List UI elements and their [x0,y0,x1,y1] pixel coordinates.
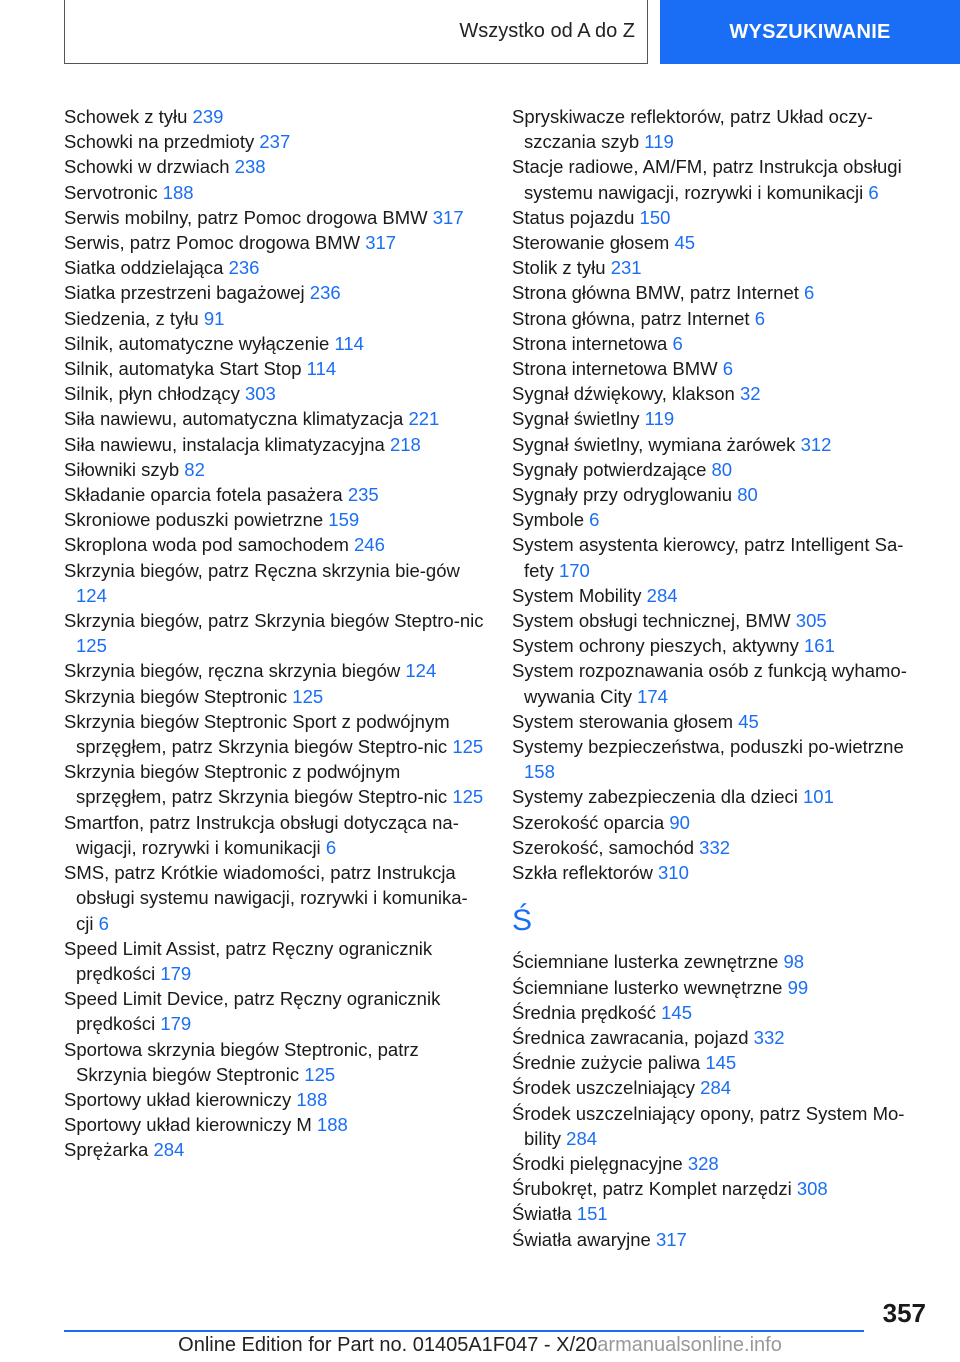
entry-text: Szkła reflektorów [512,862,653,884]
page-link[interactable]: 101 [803,786,834,808]
entry-text: Ściemniane lusterko wewnętrzne [512,976,783,998]
entry-text: Szerokość, samochód [512,836,695,858]
index-entry [512,356,932,381]
index-entry [512,280,932,305]
page-link[interactable]: 188 [296,1088,328,1110]
page-link[interactable]: 150 [639,206,671,228]
index-entry [512,633,932,658]
page-link[interactable]: 6 [722,358,734,380]
footer-edition: Online Edition for Part no. 01405A1F047 - X/20 [178,1334,598,1356]
entry-text: Śrubokręt, patrz Komplet narzędzi [512,1178,792,1200]
entry-text: Stolik z tyłu [512,257,606,279]
page-link[interactable]: 317 [432,206,464,228]
index-entry [64,658,484,683]
entry-text: Skrzynia biegów Steptronic z podwójnym sprzęgłem, patrz Skrzynia biegów Steptro-nic [64,761,448,808]
page-link[interactable]: 125 [76,635,107,657]
entry-text: System obsługi technicznej, BMW [512,610,791,632]
entry-text: Siła nawiewu, automatyczna klimatyzacja [64,408,404,430]
entry-text: Sygnał dźwiękowy, klakson [512,383,735,405]
index-entry [512,532,932,582]
page-link[interactable]: 179 [160,1013,192,1035]
page-link[interactable]: 246 [354,534,385,556]
page-link[interactable]: 188 [316,1114,348,1136]
page-link[interactable]: 125 [292,685,324,707]
entry-text: Silnik, automatyczne wyłączenie [64,332,330,354]
page-link[interactable]: 99 [787,976,809,998]
page-link[interactable]: 45 [738,710,759,732]
index-entry [512,306,932,331]
page-link[interactable]: 235 [347,484,379,506]
entry-text: Światła awaryjne [512,1228,651,1250]
index-entry [512,860,932,885]
entry-text: Średnia prędkość [512,1001,656,1023]
index-entry [512,1151,932,1176]
index-entry [64,205,484,230]
index-entry [512,1176,932,1201]
page-link[interactable]: 145 [705,1052,737,1074]
index-entry [64,936,484,986]
index-entry [512,1101,932,1151]
entry-text: Silnik, płyn chłodzący [64,383,240,405]
entry-text: Stacje radiowe, AM/FM, patrz Instrukcja obsługi systemu nawigacji, rozrywki i komunikacji [512,156,902,203]
page-link[interactable]: 317 [655,1228,687,1250]
index-entry [64,255,484,280]
index-entry [64,1112,484,1137]
entry-text: Sterowanie głosem [512,232,670,254]
page-link[interactable]: 114 [334,332,364,354]
entry-text: Strona główna, patrz Internet [512,307,750,329]
page-link[interactable]: 114 [306,358,337,380]
index-entry [64,1037,484,1087]
page-link[interactable]: 239 [192,106,224,127]
index-entry [64,457,484,482]
page-link[interactable]: 32 [739,383,761,405]
entry-text: System asystenta kierowcy, patrz Intelligent Sa-fety [512,534,904,581]
entry-text: Sportowy układ kierowniczy M [64,1114,312,1136]
page-link[interactable]: 82 [184,458,205,480]
entry-text: Sygnały potwierdzające [512,458,707,480]
page-link[interactable]: 90 [669,811,690,833]
entry-text: Średnica zawracania, pojazd [512,1026,749,1048]
page-link[interactable]: 119 [644,408,675,430]
entry-text: Średnie zużycie paliwa [512,1052,701,1074]
entry-text: Serwis, patrz Pomoc drogowa BMW [64,232,361,254]
page-link[interactable]: 119 [644,131,674,153]
page-link[interactable]: 6 [672,332,683,354]
index-entry [512,810,932,835]
index-entry [512,784,932,809]
entry-text: Sprężarka [64,1139,149,1161]
page-link[interactable]: 125 [452,736,484,758]
entry-text: Środki pielęgnacyjne [512,1152,683,1174]
tab-search-label: WYSZUKIWANIE [729,20,891,43]
index-entry [64,532,484,557]
entry-text: Silnik, automatyka Start Stop [64,358,302,380]
index-entry [64,432,484,457]
page-link[interactable]: 317 [365,232,397,254]
entry-text: Speed Limit Device, patrz Ręczny ogranicznik prędkości [64,988,441,1035]
page-link[interactable]: 6 [804,282,815,304]
index-entry [512,658,932,708]
page-link[interactable]: 45 [674,232,696,254]
page-link[interactable]: 332 [699,836,731,858]
entry-text: Ściemniane lusterka zewnętrzne [512,951,779,973]
index-entry [64,331,484,356]
entry-text: Serwis mobilny, patrz Pomoc drogowa BMW [64,206,428,228]
index-entry [512,1025,932,1050]
entry-text: Servotronic [64,181,158,203]
index-entry [512,104,932,154]
entry-text: Skrzynia biegów, patrz Skrzynia biegów Steptro-nic [64,610,484,632]
page-link[interactable]: 328 [687,1152,719,1174]
entry-text: Smartfon, patrz Instrukcja obsługi dotycząca na-wigacji, rozrywki i komunikacji [64,811,459,858]
page-link[interactable]: 188 [162,181,194,203]
entry-text: System Mobility [512,584,642,606]
index-entry [512,949,932,974]
index-entry [64,558,484,608]
page-link[interactable]: 6 [754,307,765,329]
page-link[interactable]: 303 [244,383,276,405]
entry-text: Sygnały przy odryglowaniu [512,484,733,506]
index-entry [512,835,932,860]
index-entry [64,406,484,431]
index-entry [64,986,484,1036]
page-link[interactable]: 124 [405,660,437,682]
index-entry [512,432,932,457]
index-entry [512,205,932,230]
page-link[interactable]: 159 [328,509,360,531]
index-entry [512,255,932,280]
index-entry [512,331,932,356]
index-entry [64,230,484,255]
entry-text: Schowki w drzwiach [64,156,230,178]
entry-text: Skrzynia biegów Steptronic [64,685,288,707]
index-entry [512,154,932,204]
index-entry [64,280,484,305]
entry-text: Speed Limit Assist, patrz Ręczny ogranicznik prędkości [64,937,433,984]
page-link[interactable]: 161 [804,635,835,657]
index-entry [64,860,484,936]
page-link[interactable]: 145 [661,1001,692,1023]
tab-search[interactable] [660,0,960,64]
entry-text: Szerokość oparcia [512,811,665,833]
entry-text: Skrzynia biegów Steptronic Sport z podwójnym sprzęgłem, patrz Skrzynia biegów Steptro-nic [64,710,450,758]
section-heading: Ś [512,904,533,938]
entry-text: Siatka oddzielająca [64,257,224,279]
entry-text: Siłowniki szyb [64,458,180,480]
entry-text: Składanie oparcia fotela pasażera [64,484,343,506]
page-link[interactable]: 158 [524,761,555,783]
page-link[interactable]: 80 [711,458,733,480]
page-link[interactable]: 6 [589,509,600,531]
page-link[interactable]: 237 [259,131,291,153]
index-entry [512,583,932,608]
index-entry [512,482,932,507]
page-link[interactable]: 284 [700,1077,732,1099]
index-entry [64,608,484,658]
index-entry [512,709,932,734]
page-link[interactable]: 170 [558,559,590,581]
page-link[interactable]: 91 [203,307,225,329]
index-entry [64,684,484,709]
index-entry [64,1087,484,1112]
index-column-left [64,104,484,1163]
tab-index[interactable] [64,0,648,64]
page-link[interactable]: 332 [753,1026,785,1048]
entry-text: Sygnał świetlny, wymiana żarówek [512,433,796,455]
index-entry [512,381,932,406]
page-link[interactable]: 98 [783,951,805,973]
entry-text: Skrzynia biegów, ręczna skrzynia biegów [64,660,401,682]
index-entry [64,154,484,179]
page-link[interactable]: 179 [160,962,192,984]
entry-text: Światła [512,1203,572,1225]
index-entry [64,104,484,129]
page-link[interactable]: 6 [325,836,337,858]
entry-text: Strona internetowa [512,332,668,354]
index-entry [64,1137,484,1162]
entry-text: Status pojazdu [512,206,635,228]
entry-text: Strona główna BMW, patrz Internet [512,282,799,304]
page-link[interactable]: 80 [737,484,758,506]
index-entry [512,734,932,784]
index-entry [512,608,932,633]
index-entry [64,759,484,809]
entry-text: SMS, patrz Krótkie wiadomości, patrz Instrukcja obsługi systemu nawigacji, rozrywki i komunika-cji [64,862,468,934]
index-entry [64,709,484,759]
index-entry [64,129,484,154]
page-link[interactable]: 308 [796,1178,828,1200]
watermark: armanualsonline.info [597,1334,782,1356]
page-link[interactable]: 125 [304,1063,336,1085]
index-entry [64,381,484,406]
entry-text: Siatka przestrzeni bagażowej [64,282,305,304]
page-link[interactable]: 312 [800,433,832,455]
tab-index-label: Wszystko od A do Z [459,20,635,42]
page-link[interactable]: 310 [658,862,689,884]
page-link[interactable]: 236 [228,257,260,279]
index-entry [512,1227,932,1252]
entry-text: Skrzynia biegów, patrz Ręczna skrzynia bie-gów [64,559,460,581]
entry-text: System sterowania głosem [512,710,734,732]
page-link[interactable]: 238 [234,156,266,178]
index-entry [512,230,932,255]
entry-text: Sportowy układ kierowniczy [64,1088,292,1110]
index-column-right [512,104,932,1252]
index-entry [512,1000,932,1025]
entry-text: Skroniowe poduszki powietrzne [64,509,324,531]
entry-text: Symbole [512,509,584,531]
index-entry [64,306,484,331]
index-entry [512,1075,932,1100]
page-link[interactable]: 6 [98,912,109,934]
entry-text: Sportowa skrzynia biegów Steptronic, patrz Skrzynia biegów Steptronic [64,1038,419,1085]
footer [0,1334,960,1357]
entry-text: Schowek z tyłu [64,106,188,127]
footer-divider [64,1330,864,1332]
entry-text: System ochrony pieszych, aktywny [512,635,799,657]
entry-text: Spryskiwacze reflektorów, patrz Układ oczy-szczania szyb [512,106,873,153]
page-link[interactable]: 6 [868,181,879,203]
page-link[interactable]: 284 [566,1127,598,1149]
entry-text: Systemy bezpieczeństwa, poduszki po-wietrzne [512,736,904,758]
entry-text: Sygnał świetlny [512,408,640,430]
index-entry [512,1201,932,1226]
page-link[interactable]: 284 [646,584,678,606]
page-link[interactable]: 125 [452,786,484,808]
index-entry [512,1050,932,1075]
index-entry [512,507,932,532]
entry-text: Siła nawiewu, instalacja klimatyzacyjna [64,433,385,455]
page-link[interactable]: 305 [795,610,827,632]
page-link[interactable]: 151 [576,1203,608,1225]
entry-text: Strona internetowa BMW [512,358,718,380]
page-link[interactable]: 284 [153,1139,185,1161]
entry-text: Środek uszczelniający opony, patrz System Mo-bility [512,1102,905,1149]
index-entry [64,180,484,205]
page-link[interactable]: 174 [637,685,668,707]
index-entry [512,406,932,431]
page-link[interactable]: 236 [309,282,341,304]
page-link[interactable]: 231 [610,257,642,279]
index-entry [64,810,484,860]
index-entry [512,975,932,1000]
entry-text: Systemy zabezpieczenia dla dzieci [512,786,798,808]
entry-text: Schowki na przedmioty [64,131,255,153]
entry-text: Siedzenia, z tyłu [64,307,199,329]
index-entry [64,356,484,381]
index-entry [512,457,932,482]
page-link[interactable]: 218 [389,433,421,455]
page-number: 357 [882,1298,926,1328]
index-entry [64,507,484,532]
entry-text: Środek uszczelniający [512,1077,696,1099]
page-link[interactable]: 221 [408,408,440,430]
index-entry [64,482,484,507]
page-link[interactable]: 124 [76,584,107,606]
entry-text: Skroplona woda pod samochodem [64,534,349,556]
entry-text: System rozpoznawania osób z funkcją wyhamo-wywania City [512,660,907,707]
